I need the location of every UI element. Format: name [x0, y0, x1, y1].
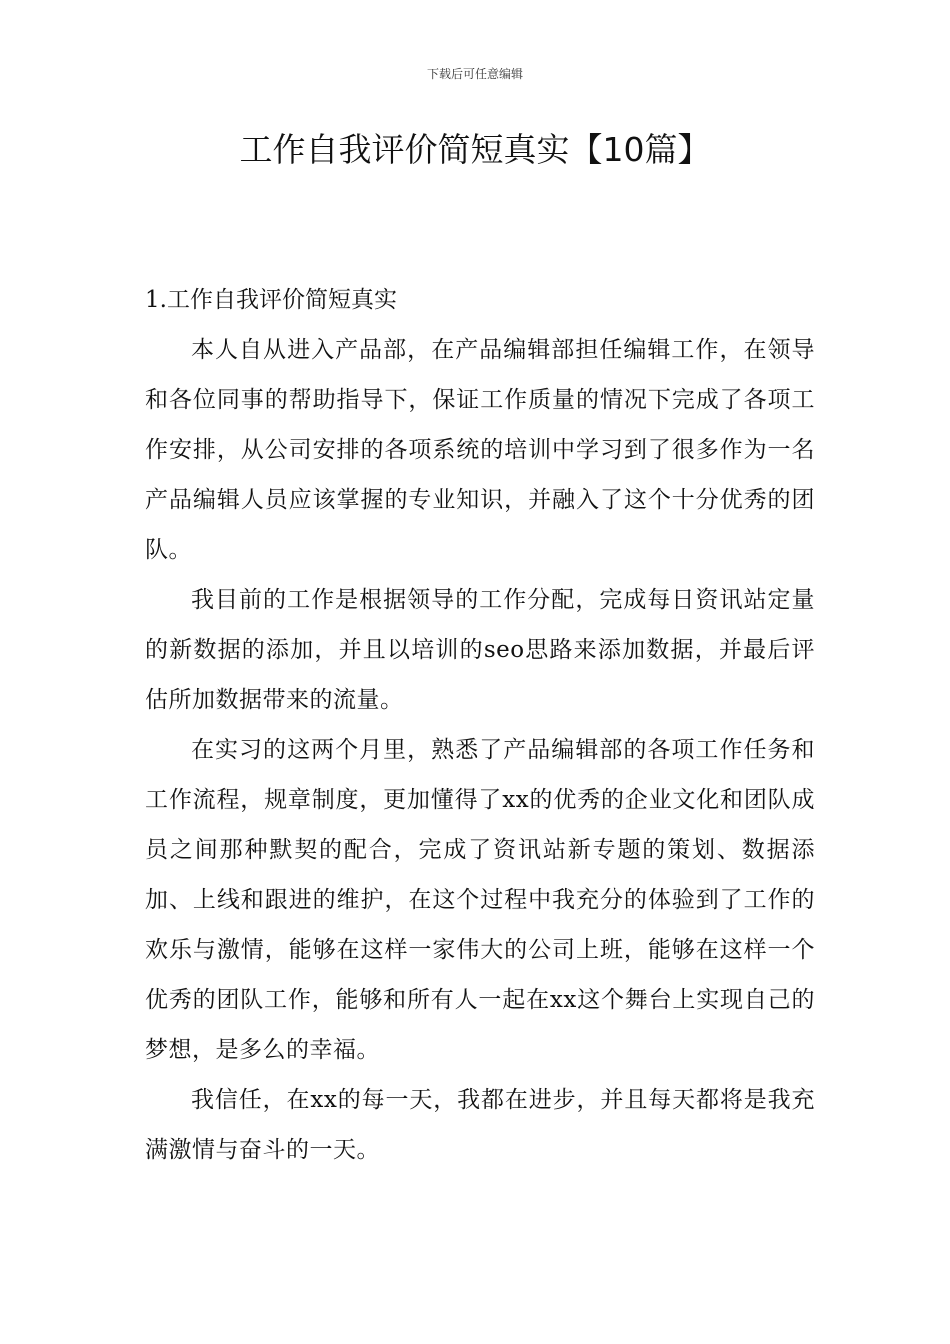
- paragraph-2: 我目前的工作是根据领导的工作分配，完成每日资讯站定量的新数据的添加，并且以培训的seo思路来添加数据，并最后评估所加数据带来的流量。: [145, 587, 815, 713]
- header-note: 下载后可任意编辑: [426, 67, 523, 81]
- document-body: [145, 275, 815, 1175]
- paragraph-3: 在实习的这两个月里，熟悉了产品编辑部的各项工作任务和工作流程，规章制度，更加懂得了xx的优秀的企业文化和团队成员之间那种默契的配合，完成了资讯站新专题的策划、数据添加、上线和跟进的维护，在这个过程中我充分的体验到了工作的欢乐与激情，能够在这样一家伟大的公司上班，能够在这样一个优秀的团队工作，能够和所有人一起在xx这个舞台上实现自己的梦想，是多么的幸福。: [145, 737, 815, 1063]
- paragraph-4: 我信任，在xx的每一天，我都在进步，并且每天都将是我充满激情与奋斗的一天。: [145, 1087, 815, 1163]
- paragraph-1: 本人自从进入产品部，在产品编辑部担任编辑工作，在领导和各位同事的帮助指导下，保证工作质量的情况下完成了各项工作安排，从公司安排的各项系统的培训中学习到了很多作为一名产品编辑人员应该掌握的专业知识，并融入了这个十分优秀的团队。: [145, 337, 815, 563]
- document-title: 工作自我评价简短真实【10篇】: [239, 130, 711, 169]
- section-heading: 1.工作自我评价简短真实: [145, 287, 397, 313]
